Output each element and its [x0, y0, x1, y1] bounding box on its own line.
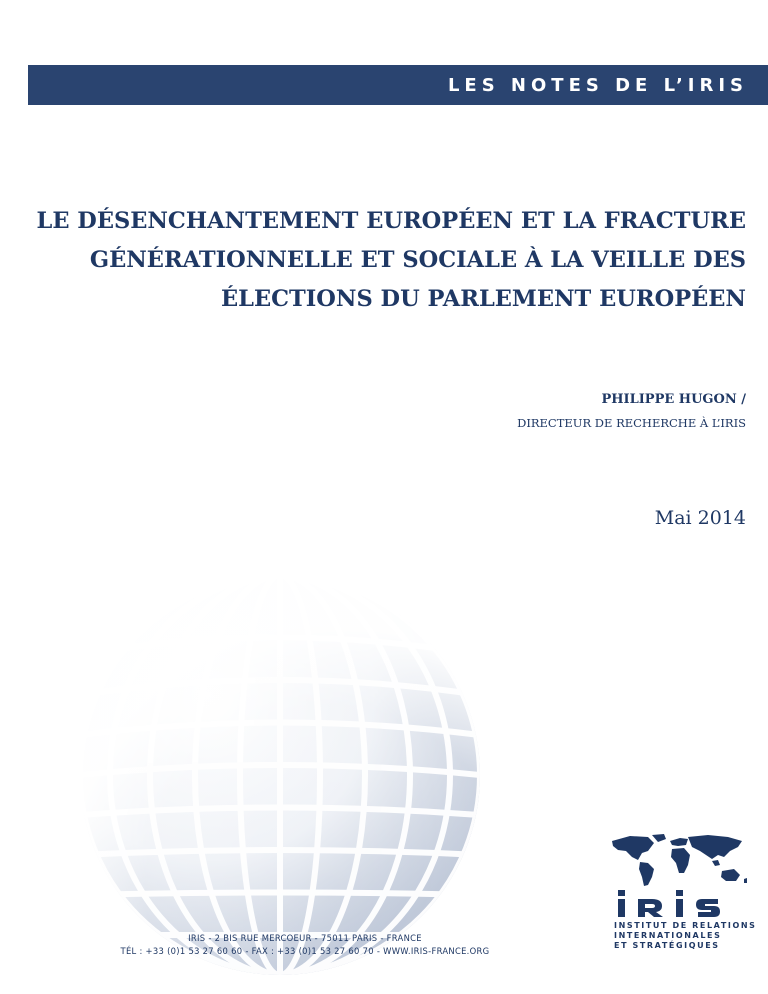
document-title [26, 202, 746, 319]
author-role: DIRECTEUR DE RECHERCHE À L’IRIS [517, 416, 746, 430]
logo-subtitle-line: INTERNATIONALES [614, 931, 722, 940]
footer-address [100, 932, 510, 958]
series-title: LES NOTES DE L’IRIS [447, 74, 748, 96]
iris-wordmark [614, 889, 746, 917]
world-map-icon [608, 833, 748, 888]
iris-logo [608, 833, 757, 963]
series-banner [28, 65, 768, 105]
globe-grid-icon [0, 560, 520, 980]
title-line: LE DÉSENCHANTEMENT EUROPÉEN ET LA FRACTURE [36, 208, 746, 234]
logo-subtitle-line: INSTITUT DE RELATIONS [614, 921, 757, 930]
address-line: IRIS - 2 BIS RUE MERCOEUR - 75011 PARIS - FRANCE [188, 933, 422, 943]
title-line: ÉLECTIONS DU PARLEMENT EUROPÉEN [221, 286, 746, 312]
author-name: PHILIPPE HUGON / [601, 392, 746, 407]
publication-date: Mai 2014 [654, 507, 746, 529]
logo-subtitle [614, 921, 757, 951]
title-line: GÉNÉRATIONNELLE ET SOCIALE À LA VEILLE DES [89, 247, 746, 273]
contact-line: TÉL : +33 (0)1 53 27 60 60 - FAX : +33 (0)1 53 27 60 70 - WWW.IRIS-FRANCE.ORG [120, 946, 490, 956]
logo-subtitle-line: ET STRATÉGIQUES [614, 941, 720, 950]
